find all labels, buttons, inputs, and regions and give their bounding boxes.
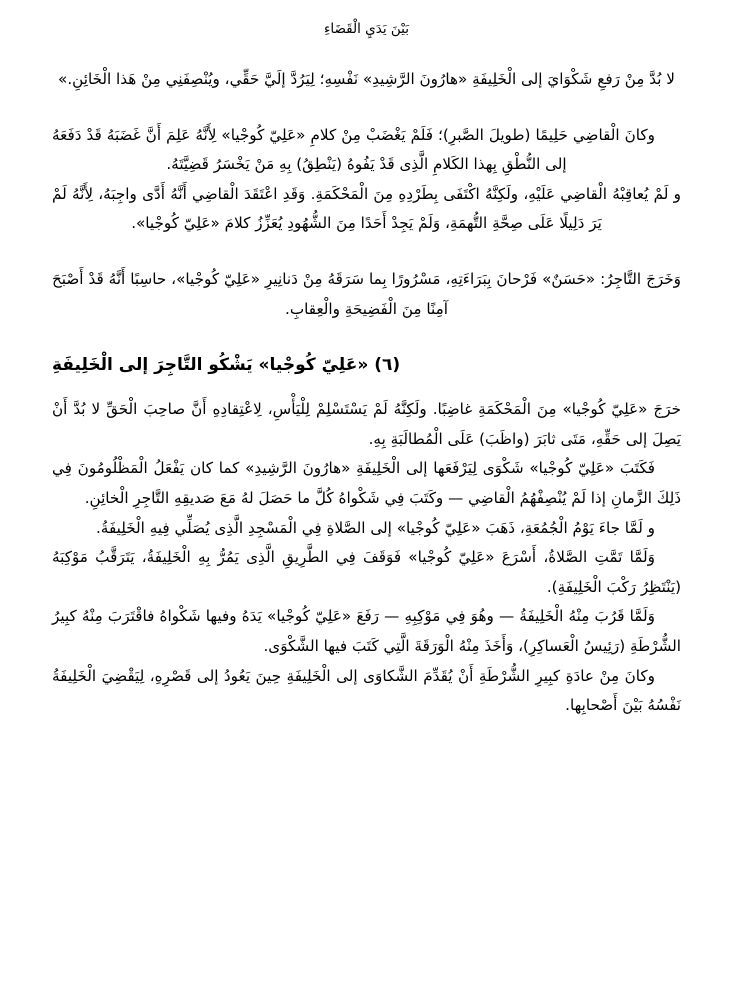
paragraph-block-1 bbox=[52, 65, 681, 95]
paragraph: وَلَمَّا تَمَّتِ الصَّلاةُ، أَسْرَعَ «عَلِيّ كُوجْيا» فَوَقَفَ فِي الطَّرِيقِ الَّذِى يَمُرُّ بِهِ الْخَلِيفَةُ، يَتَرَقَّبُ مَوْكِبَهُ (يَنْتَظِرُ رَكْبَ الْخَلِيفَةِ). bbox=[52, 548, 681, 596]
paragraph: وَخَرَجَ التَّاجِرُ: «حَسَنٌ» فَرْحانَ بِبَرَاءَتِهِ، مَسْرُورًا بِما سَرَقَهُ مِنْ دَنانِيرِ «عَلِيّ كُوجْيا»، حاسِبًا أَنَّهُ قَدْ أَصْبَحَ آمِنًا مِنَ الْفَضِيحَةِ والْعِقابِ. bbox=[52, 270, 681, 318]
running-head: بَيْنَ يَدَيِ الْقَضَاءِ bbox=[324, 21, 409, 37]
paragraph-block-2 bbox=[52, 121, 681, 240]
paragraph-block-3 bbox=[52, 265, 681, 324]
paragraph: وكانَ مِنْ عادَةِ كبِيرِ الشُّرْطَةِ أَنْ يُقَدِّمَ الشَّكاوَى إلى الْخَلِيفَةِ حِينَ يَعُودُ إلى قَصْرِهِ، لِيَقْضِيَ الْخَلِيفَةُ نَفْسُهُ بَيْنَ أَصْحابِها. bbox=[52, 666, 681, 715]
paragraph: لا بُدَّ مِنْ رَفعِ شَكْوَايَ إلى الْخَلِيفَةِ «هارُونَ الرَّشِيدِ» نَفْسِهِ؛ لِيَرُدَّ إلَيَّ حَقِّي، ويُنْصِفَنِي مِنْ هَذا الْخَائِنِ.» bbox=[58, 69, 675, 88]
paragraph: فَكَتَبَ «عَلِيّ كُوجْيا» شَكْوَى لِيَرْفَعَها إلى الْخَلِيفَةِ «هارُونَ الرَّشِيدِ» كما كان يَفْعَلُ الْمَظْلُومُونَ فِي ذَلِكَ الزَّمانِ إذا لَمْ يُنْصِفْهُمُ الْقاضِي — وكَتَبَ فِي شَكْواهُ كُلَّ ما حَصَلَ لهُ مَعَ صَديقِهِ التَّاجِرِ الْخائِنِ. bbox=[52, 459, 681, 507]
section-heading: (٦) «عَلِيّ كُوجْيا» يَشْكُو التَّاجِرَ إلى الْخَلِيفَةِ bbox=[52, 355, 401, 376]
paragraph: و لَمَّا جاءَ يَوْمُ الْجُمُعَةِ، ذَهَبَ «عَلِيّ كُوجْيا» إلى الصَّلاةِ فِي الْمَسْجِدِ الَّذِى يُصَلِّي فِيهِ الْخَلِيفَةُ. bbox=[95, 518, 655, 537]
paragraph: وكانَ الْقاضِي حَلِيمًا (طويلَ الصَّبرِ)؛ فَلَمْ يَغْضَبْ مِنْ كلامِ «عَلِيّ كُوجْيا» لِأَنَّهُ عَلِمَ أَنَّ غَضَبَهُ قَدْ دَفَعَهُ إلى النُّطْقِ بِهذا الكَلامِ الَّذِى قَدْ يَفُوهُ (يَنْطِقُ) بِهِ مَنْ يَخْسَرُ قَضِيَّتَهُ. bbox=[52, 125, 655, 174]
paragraph: خرَجَ «عَلِيّ كُوجْيا» مِنَ الْمَحْكَمَةِ غاضِبًا. ولَكِنَّهُ لَمْ يَسْتَسْلِمْ لِلْيَأْسِ، لِاعْتِقادِهِ أَنَّ صاحِبَ الْحَقِّ لا بُدَّ أَنْ يَصِلَ إلى حَقِّهِ، مَتَى ثابَرَ (واظَبَ) عَلَى الْمُطالَبَةِ بِهِ. bbox=[52, 399, 681, 448]
paragraph: و لَمْ يُعاقِبْهُ الْقاضِي عَلَيْهِ، ولَكِنَّهُ اكْتَفَى بِطَرْدِهِ مِنَ الْمَحْكَمَةِ. وَقَدِ اعْتَقَدَ الْقاضِي أَنَّهُ أَدَّى واجِبَهُ، لِأَنَّهُ لَمْ يَرَ دَلِيلًا عَلَى صِحَّةِ التُّهمَةِ، وَلَمْ يَجِدْ أَحَدًا مِنَ الشُّهُودِ يُعَزِّزُ كلامَ «عَلِيّ كُوجْيا». bbox=[52, 184, 681, 233]
section-body bbox=[52, 395, 681, 721]
paragraph: وَلَمَّا قَرُبَ مِنْهُ الْخَلِيفَةُ — وهُوَ فِي مَوْكِبِهِ — رَفَعَ «عَلِيّ كُوجْيا» يَدَهُ وفيها شَكْواهُ فاقْتَرَبَ مِنْهُ كبِيرُ الشُّرْطَةِ (رَئِيسُ الْعَساكِرِ)، وَأَخَذَ مِنْهُ الْوَرَقَةَ الَّتِي كَتَبَ فيها الشَّكْوَى. bbox=[52, 607, 681, 656]
